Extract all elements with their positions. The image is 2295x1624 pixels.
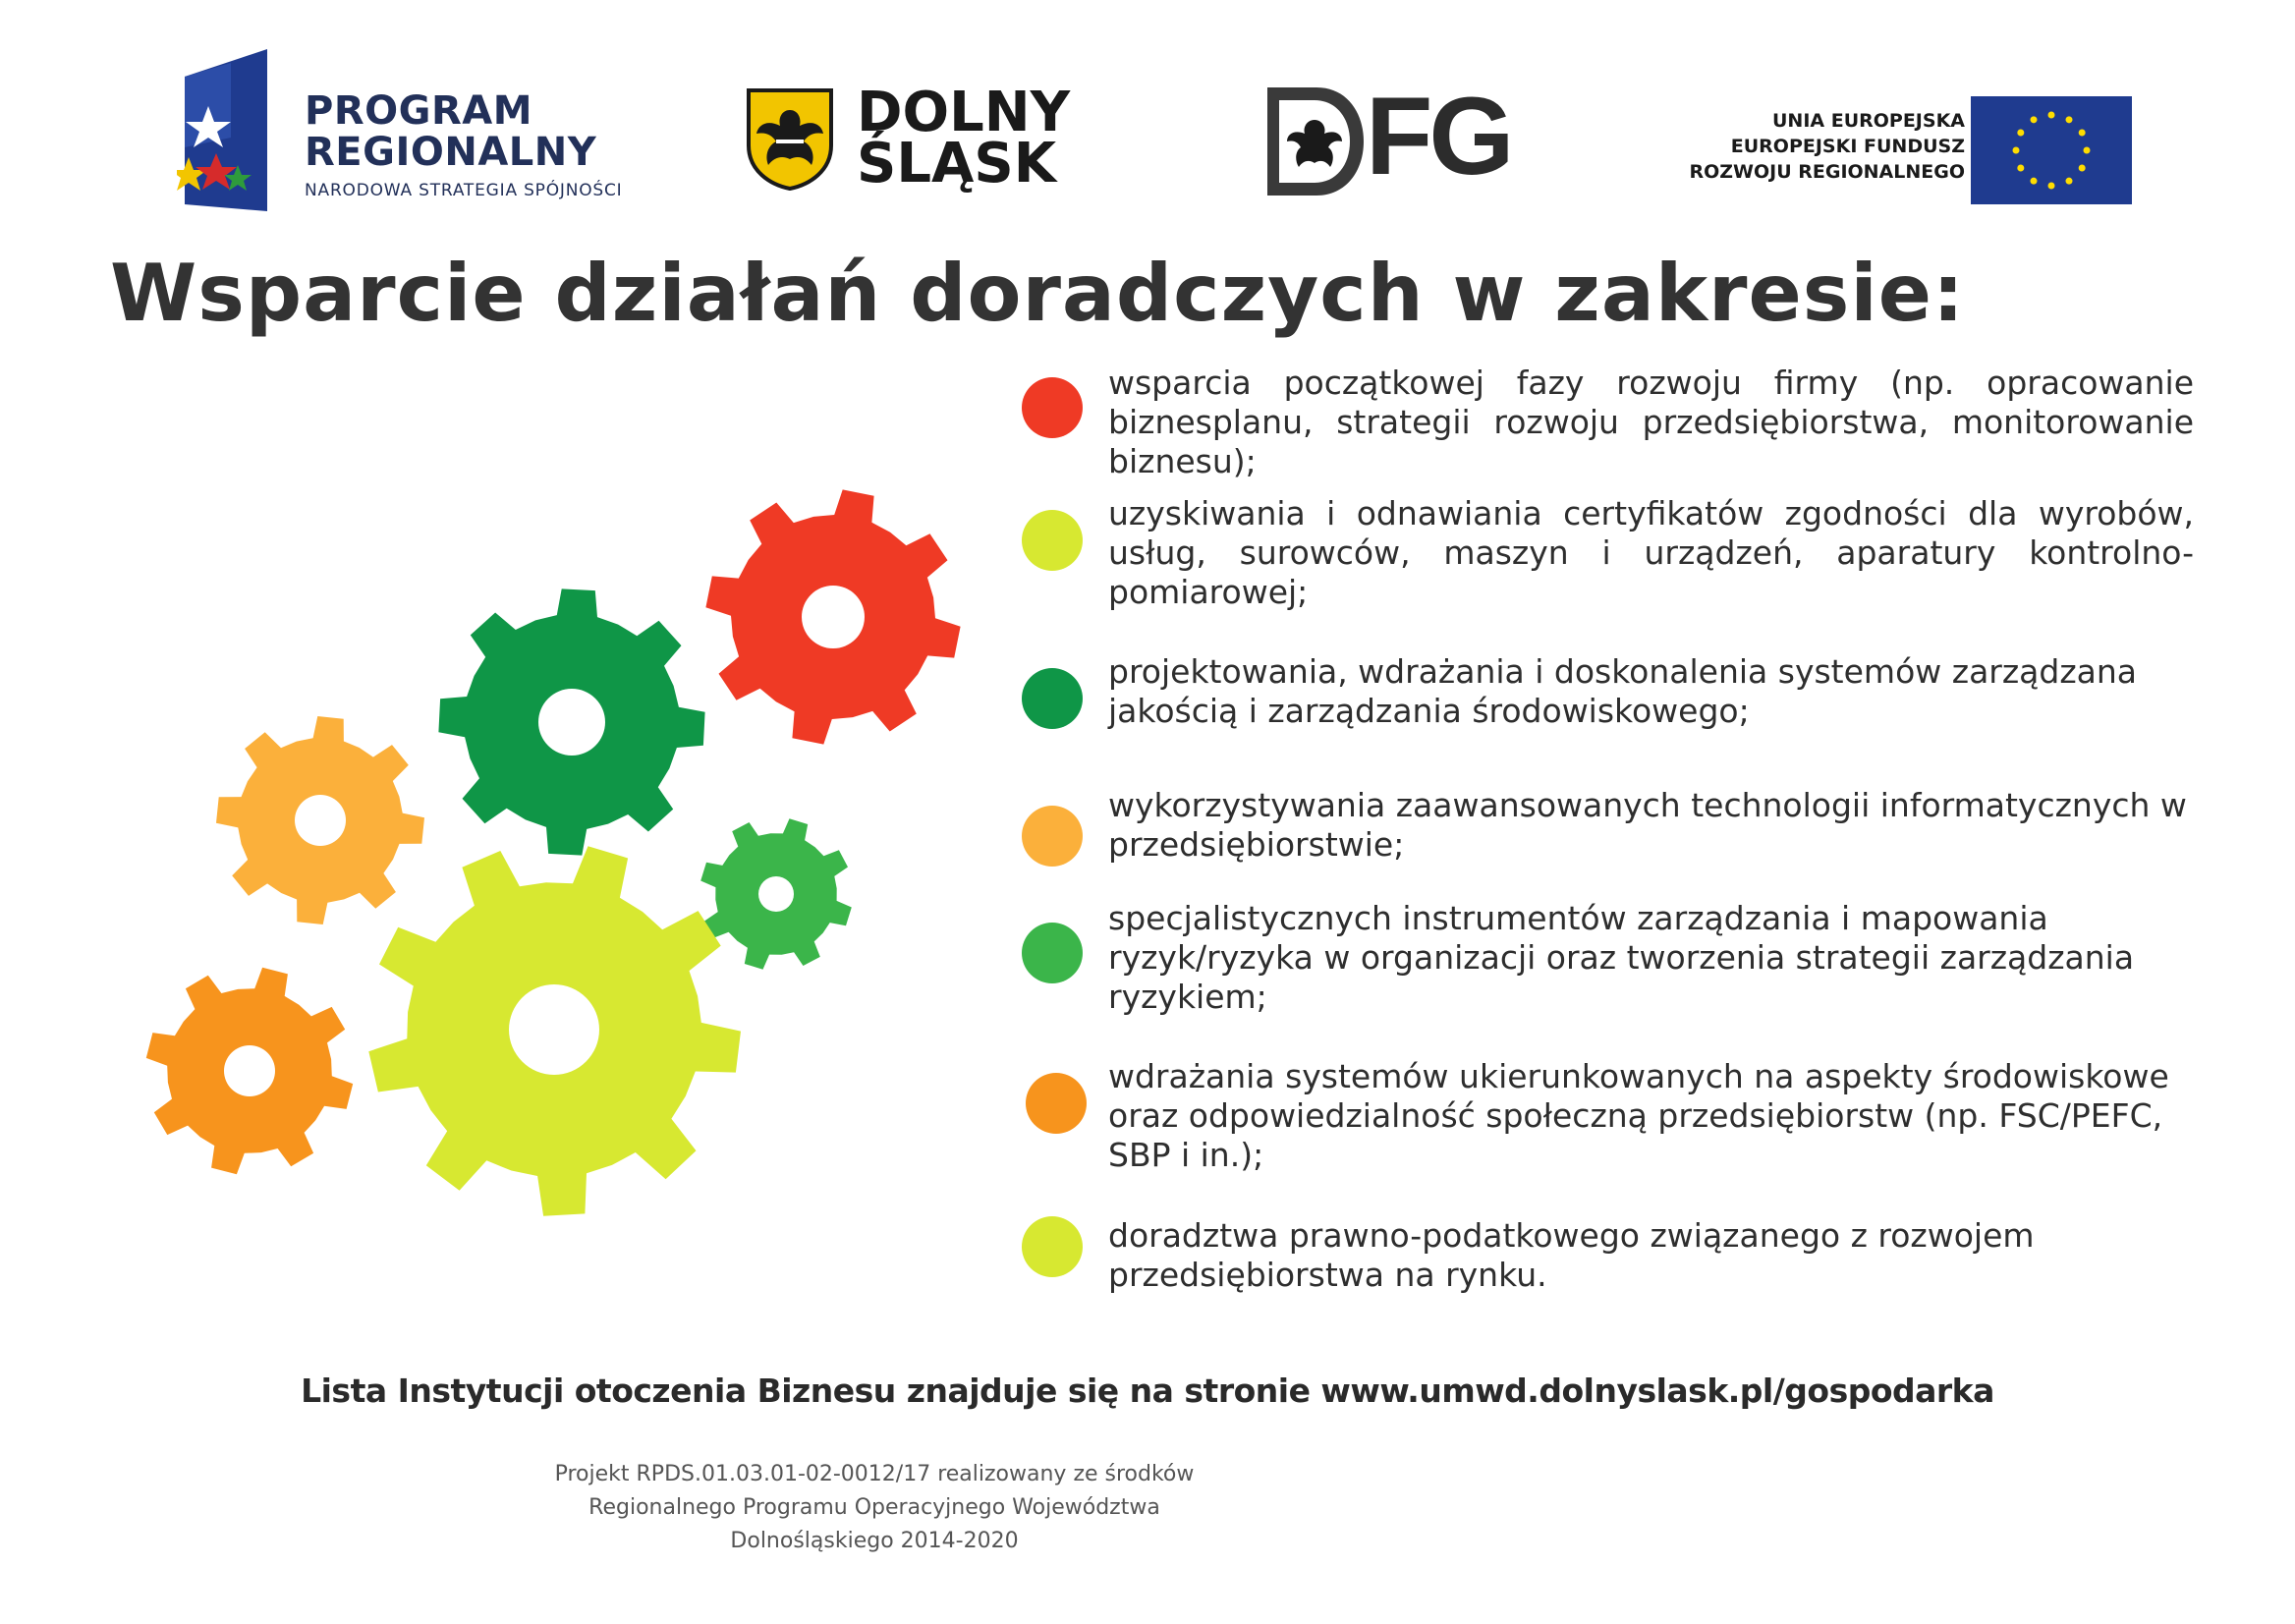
list-item-text: projektowania, wdrażania i doskonalenia systemów zarządzana jakością i zarządzania środowiskowego; (1108, 652, 2138, 730)
red-gear-icon (705, 489, 960, 744)
dolny-slask-coat-of-arms (747, 88, 833, 191)
program-regionalny-subtitle: NARODOWA STRATEGIA SPÓJNOŚCI (305, 181, 623, 200)
eu-flag-icon (1971, 96, 2132, 204)
dolny-slask-line1: DOLNY (857, 81, 1071, 144)
orange-gear-icon (146, 968, 353, 1174)
lime-gear-icon (368, 846, 741, 1215)
dolny-slask-line2: ŚLĄSK (857, 132, 1057, 196)
program-regionalny-line1: PROGRAM (305, 88, 533, 134)
list-item-2 (1018, 494, 2197, 614)
eu-line3: ROZWOJU REGIONALNEGO (1689, 161, 1965, 183)
dfg-text: FG (1366, 75, 1511, 197)
red-bullet-icon (1022, 377, 1083, 438)
program-regionalny-logo (177, 49, 668, 216)
footer-line2: Regionalnego Programu Operacyjnego Województwa (588, 1495, 1160, 1520)
list-item-6 (1018, 1057, 2197, 1177)
dfg-logo (1258, 75, 1513, 206)
footer-line1: Projekt RPDS.01.03.01-02-0012/17 realizowany ze środków (554, 1462, 1195, 1486)
list-item-1 (1018, 364, 2197, 483)
dark-green-gear-icon (438, 588, 704, 855)
list-item-5 (1018, 899, 2197, 1019)
footer-institutions-link-text: Lista Instytucji otoczenia Biznesu znajduje się na stronie www.umwd.dolnyslask.pl/gospodarka (301, 1372, 1994, 1410)
lime-bullet-icon (1022, 510, 1083, 571)
eu-star-icon (2084, 147, 2091, 154)
eu-star-icon (2079, 130, 2086, 137)
eu-star-icon (2013, 147, 2020, 154)
dark-green-bullet-icon (1022, 668, 1083, 729)
program-regionalny-emblem (177, 49, 275, 211)
footer-line3: Dolnośląskiego 2014-2020 (730, 1529, 1019, 1553)
eu-star-icon (2066, 178, 2073, 185)
eu-star-icon (2031, 178, 2038, 185)
dfg-emblem (1258, 83, 1366, 200)
eu-text-block (1651, 108, 1965, 185)
list-item-4 (1018, 786, 2197, 867)
eu-star-icon (2048, 183, 2055, 190)
eu-star-icon (2048, 112, 2055, 119)
list-item-7 (1018, 1216, 2197, 1297)
eu-star-icon (2066, 116, 2073, 123)
dolny-slask-logo (747, 81, 1081, 197)
yellow-orange-bullet-icon (1022, 806, 1083, 867)
eu-line2: EUROPEJSKI FUNDUSZ (1730, 136, 1965, 157)
lime-bullet-icon (1022, 1216, 1083, 1277)
list-item-3 (1018, 652, 2197, 733)
eu-star-icon (2017, 130, 2024, 137)
footer-project-info (0, 1458, 1749, 1558)
eu-line1: UNIA EUROPEJSKA (1772, 110, 1965, 132)
orange-bullet-icon (1026, 1073, 1087, 1134)
list-item-text: wsparcia początkowej fazy rozwoju firmy (np. opracowanie biznesplanu, strategii rozwoju przedsiębiorstwa, monitorowanie biznesu); (1108, 364, 2194, 480)
eu-logo (1670, 94, 2132, 207)
green-bullet-icon (1022, 923, 1083, 983)
list-item-text: uzyskiwania i odnawiania certyfikatów zgodności dla wyrobów, usług, surowców, maszyn i urządzeń, aparatury kontrolno-pomiarowej; (1108, 494, 2194, 611)
list-item-text: specjalistycznych instrumentów zarządzania i mapowania ryzyk/ryzyka w organizacji oraz tworzenia strategii zarządzania ryzykiem; (1108, 899, 2135, 1016)
yellow-orange-gear-icon (216, 716, 424, 924)
gears-illustration (128, 462, 992, 1238)
green-gear-icon (700, 818, 852, 970)
eu-star-icon (2017, 165, 2024, 172)
program-regionalny-line2: REGIONALNY (305, 130, 597, 175)
eu-star-icon (2079, 165, 2086, 172)
page-title: Wsparcie działań doradczych w zakresie: (110, 248, 1966, 339)
list-item-text: wykorzystywania zaawansowanych technologii informatycznych w przedsiębiorstwie; (1108, 786, 2187, 864)
list-item-text: wdrażania systemów ukierunkowanych na aspekty środowiskowe oraz odpowiedzialność społeczną przedsiębiorstw (np. FSC/PEFC, SBP i in.); (1108, 1057, 2169, 1174)
list-item-text: doradztwa prawno-podatkowego związanego z rozwojem przedsiębiorstwa na rynku. (1108, 1216, 2035, 1294)
eu-star-icon (2031, 116, 2038, 123)
